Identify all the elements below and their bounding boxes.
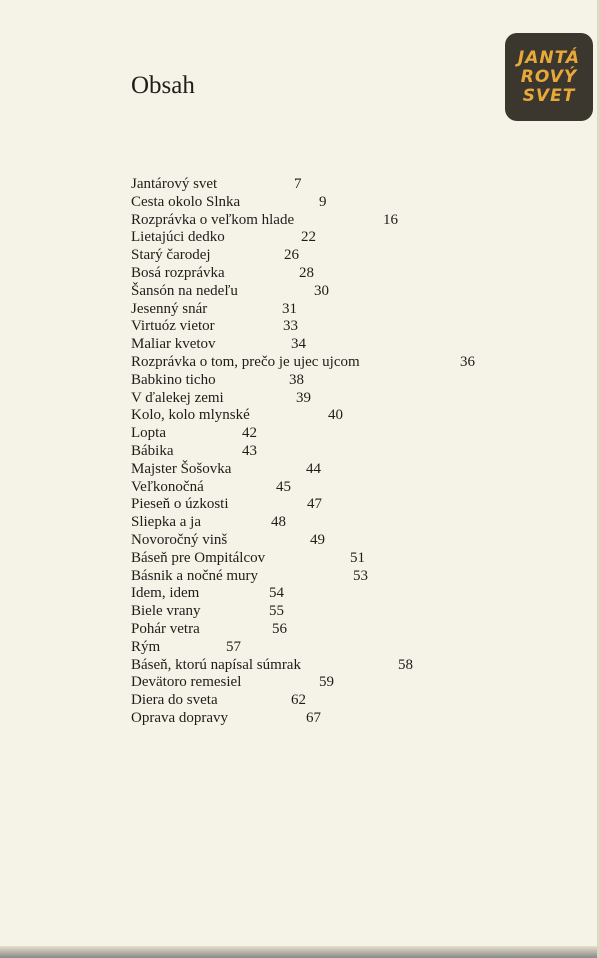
page-title: Obsah bbox=[131, 72, 195, 99]
toc-entry-page: 28 bbox=[299, 264, 314, 281]
toc-entry bbox=[131, 390, 571, 408]
toc-entry bbox=[131, 674, 571, 692]
toc-entry-page: 58 bbox=[398, 656, 413, 673]
toc-entry bbox=[131, 550, 571, 568]
toc-entry-page: 7 bbox=[294, 176, 302, 192]
toc-entry-title: Starý čarodej bbox=[131, 247, 211, 264]
toc-entry-title: Pieseň o úzkosti bbox=[131, 496, 229, 513]
toc-entry-title: Diera do sveta bbox=[131, 692, 218, 709]
toc-entry bbox=[131, 710, 571, 728]
toc-entry-title: Oprava dopravy bbox=[131, 709, 229, 726]
toc-entry bbox=[131, 568, 571, 586]
toc-entry-title: Básnik a nočné mury bbox=[131, 567, 259, 584]
toc-entry bbox=[131, 318, 571, 336]
toc-entry bbox=[131, 176, 571, 194]
toc-entry-page: 44 bbox=[306, 460, 321, 477]
toc-entry-title: Rým bbox=[131, 638, 161, 655]
toc-entry bbox=[131, 479, 571, 497]
toc-entry bbox=[131, 657, 571, 675]
toc-entry bbox=[131, 336, 571, 354]
toc-entry-page: 40 bbox=[328, 407, 343, 424]
toc-entry bbox=[131, 212, 571, 230]
toc-entry-title: Biele vrany bbox=[131, 603, 201, 620]
toc-entry-page: 56 bbox=[272, 620, 287, 637]
toc-entry bbox=[131, 443, 571, 461]
toc-entry-title: Báseň, ktorú napísal súmrak bbox=[131, 656, 301, 673]
toc-entry bbox=[131, 372, 571, 390]
toc-entry-page: 26 bbox=[284, 247, 299, 264]
toc-entry bbox=[131, 265, 571, 283]
logo-line: ROVÝ bbox=[520, 66, 578, 87]
toc-entry-page: 54 bbox=[269, 585, 284, 602]
toc-entry-page: 9 bbox=[319, 193, 327, 210]
toc-entry-title: Cesta okolo Slnka bbox=[131, 193, 241, 210]
toc-entry bbox=[131, 461, 571, 479]
toc-entry-page: 22 bbox=[301, 229, 316, 246]
toc-entry-title: Kolo, kolo mlynské bbox=[131, 407, 250, 424]
toc-entry bbox=[131, 229, 571, 247]
toc-entry-title: Šansón na nedeľu bbox=[131, 282, 238, 299]
toc-entry-page: 43 bbox=[242, 442, 257, 459]
logo-line: SVET bbox=[522, 85, 576, 106]
toc-entry-page: 38 bbox=[289, 371, 304, 388]
toc-entry-title: Virtuóz vietor bbox=[131, 318, 215, 335]
toc-entry-page: 34 bbox=[291, 336, 306, 353]
publisher-logo bbox=[505, 33, 593, 121]
toc-entry-page: 45 bbox=[276, 478, 291, 495]
toc-entry-title: V ďalekej zemi bbox=[131, 389, 224, 406]
toc-entry-page: 67 bbox=[306, 709, 321, 726]
toc-entry-title: Veľkonočná bbox=[131, 478, 204, 495]
toc-entry bbox=[131, 247, 571, 265]
toc-entry-title: Rozprávka o tom, prečo je ujec ujcom bbox=[131, 353, 360, 370]
toc-entry-page: 39 bbox=[296, 389, 311, 406]
toc-entry-page: 51 bbox=[350, 549, 365, 566]
toc-entry-page: 48 bbox=[271, 514, 286, 531]
toc-entry-title: Rozprávka o veľkom hlade bbox=[131, 211, 295, 228]
toc-entry-page: 59 bbox=[319, 674, 334, 691]
toc-entry bbox=[131, 425, 571, 443]
toc-entry bbox=[131, 585, 571, 603]
toc-entry bbox=[131, 514, 571, 532]
toc-entry-title: Jantárový svet bbox=[131, 176, 218, 192]
toc-entry bbox=[131, 639, 571, 657]
toc-entry bbox=[131, 301, 571, 319]
toc-entry-page: 53 bbox=[353, 567, 368, 584]
toc-entry-title: Jesenný snár bbox=[131, 300, 208, 317]
toc-entry bbox=[131, 621, 571, 639]
toc-entry-title: Majster Šošovka bbox=[131, 460, 232, 477]
toc-entry-page: 16 bbox=[383, 211, 398, 228]
toc-entry-page: 31 bbox=[282, 300, 297, 317]
toc-entry-title: Idem, idem bbox=[131, 585, 200, 602]
toc-entry bbox=[131, 692, 571, 710]
toc-entry-page: 57 bbox=[226, 638, 241, 655]
toc-entry-title: Sliepka a ja bbox=[131, 514, 201, 531]
toc-entry-title: Pohár vetra bbox=[131, 620, 200, 637]
toc-entry-page: 33 bbox=[283, 318, 298, 335]
toc-entry bbox=[131, 496, 571, 514]
toc-entry bbox=[131, 354, 571, 372]
logo-line: JANTÁ bbox=[517, 47, 581, 68]
toc-entry-page: 49 bbox=[310, 531, 325, 548]
toc-entry bbox=[131, 283, 571, 301]
toc-entry-page: 62 bbox=[291, 692, 306, 709]
toc-entry-title: Bosá rozprávka bbox=[131, 264, 225, 281]
toc-entry-title: Bábika bbox=[131, 442, 174, 459]
toc-entry bbox=[131, 407, 571, 425]
toc-entry-title: Lietajúci dedko bbox=[131, 229, 225, 246]
toc-entry bbox=[131, 194, 571, 212]
toc-entry bbox=[131, 532, 571, 550]
toc-entry-title: Novoročný vinš bbox=[131, 531, 228, 548]
toc-entry-title: Babkino ticho bbox=[131, 371, 216, 388]
table-of-contents bbox=[131, 176, 571, 728]
toc-entry-title: Maliar kvetov bbox=[131, 336, 216, 353]
toc-entry bbox=[131, 603, 571, 621]
toc-entry-title: Devätoro remesiel bbox=[131, 674, 242, 691]
toc-entry-page: 30 bbox=[314, 282, 329, 299]
toc-entry-page: 42 bbox=[242, 425, 257, 442]
page-bottom-edge bbox=[0, 946, 597, 958]
toc-entry-page: 47 bbox=[307, 496, 322, 513]
toc-entry-page: 36 bbox=[460, 353, 475, 370]
toc-entry-title: Báseň pre Ompitálcov bbox=[131, 549, 266, 566]
toc-entry-page: 55 bbox=[269, 603, 284, 620]
toc-entry-title: Lopta bbox=[131, 425, 166, 442]
